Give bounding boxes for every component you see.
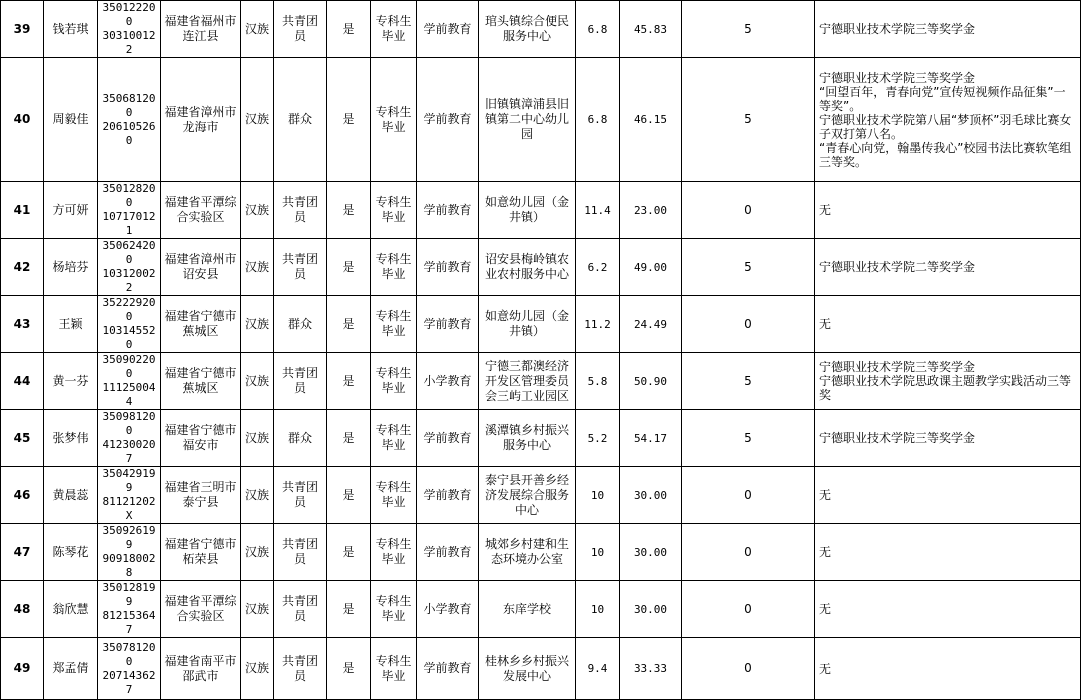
bonus-points: 0 [682, 638, 815, 700]
id-part-1: 350681200 [102, 91, 156, 119]
ethnicity: 汉族 [241, 182, 274, 239]
row-number: 42 [1, 239, 44, 296]
id-number [98, 239, 161, 296]
awards [815, 410, 1081, 467]
id-part-2: 412300207 [102, 438, 156, 465]
origin: 福建省三明市泰宁县 [161, 467, 241, 524]
id-part-1: 350128200 [102, 182, 156, 209]
education: 专科生毕业 [371, 581, 417, 638]
id-part-1: 350128199 [102, 581, 156, 608]
id-part-1: 352229200 [102, 296, 156, 323]
ethnicity: 汉族 [241, 524, 274, 581]
political-status: 共青团员 [274, 1, 327, 58]
row-number: 49 [1, 638, 44, 700]
id-part-2: 103145520 [102, 324, 156, 351]
id-part-1: 350122200 [102, 1, 156, 28]
major: 小学教育 [417, 353, 479, 410]
award-line: 无 [819, 661, 832, 676]
award-line: “青春心向党，翰墨传我心”校园书法比赛软笔组三等奖。 [819, 140, 1072, 169]
id-number [98, 638, 161, 700]
candidate-name: 方可妍 [44, 182, 98, 239]
origin: 福建省福州市连江县 [161, 1, 241, 58]
id-part-2: 111250044 [102, 381, 156, 408]
political-status: 群众 [274, 410, 327, 467]
service-unit: 桂林乡乡村振兴发展中心 [479, 638, 576, 700]
award-line: 宁德职业技术学院二等奖学金 [819, 260, 976, 274]
score-1: 10 [576, 467, 620, 524]
table-row [1, 296, 1081, 353]
major: 学前教育 [417, 467, 479, 524]
row-number: 44 [1, 353, 44, 410]
table-row [1, 1, 1081, 58]
candidate-name: 张梦伟 [44, 410, 98, 467]
service-unit: 溪潭镇乡村振兴服务中心 [479, 410, 576, 467]
education: 专科生毕业 [371, 182, 417, 239]
row-number: 45 [1, 410, 44, 467]
origin: 福建省宁德市蕉城区 [161, 296, 241, 353]
award-line: 无 [819, 203, 832, 217]
origin: 福建省南平市邵武市 [161, 638, 241, 700]
id-part-1: 350926199 [102, 524, 156, 551]
candidate-name: 陈琴花 [44, 524, 98, 581]
id-part-2: 909180028 [102, 552, 156, 579]
row-number: 43 [1, 296, 44, 353]
bonus-points: 0 [682, 581, 815, 638]
ethnicity: 汉族 [241, 1, 274, 58]
political-status: 共青团员 [274, 353, 327, 410]
score-2: 30.00 [620, 467, 682, 524]
award-line: 无 [819, 317, 832, 331]
id-number [98, 353, 161, 410]
political-status: 共青团员 [274, 581, 327, 638]
awards [815, 296, 1081, 353]
id-part-1: 350429199 [102, 467, 156, 494]
id-part-2: 81121202X [102, 495, 156, 522]
score-2: 33.33 [620, 638, 682, 700]
fresh-graduate: 是 [327, 524, 371, 581]
political-status: 共青团员 [274, 182, 327, 239]
bonus-points: 5 [682, 1, 815, 58]
id-part-1: 350981200 [102, 410, 156, 437]
award-line: “回望百年，青春向党”宣传短视频作品征集”一等奖”。 [819, 84, 1066, 113]
table-body [1, 1, 1081, 700]
id-number [98, 1, 161, 58]
award-line: 宁德职业技术学院三等奖学金 [819, 22, 976, 36]
fresh-graduate: 是 [327, 353, 371, 410]
education: 专科生毕业 [371, 410, 417, 467]
ethnicity: 汉族 [241, 638, 274, 700]
education: 专科生毕业 [371, 353, 417, 410]
score-2: 24.49 [620, 296, 682, 353]
ethnicity: 汉族 [241, 353, 274, 410]
score-1: 6.8 [576, 1, 620, 58]
fresh-graduate: 是 [327, 182, 371, 239]
political-status: 共青团员 [274, 638, 327, 700]
political-status: 共青团员 [274, 467, 327, 524]
service-unit: 旧镇镇漳浦县旧镇第二中心幼儿园 [479, 58, 576, 182]
fresh-graduate: 是 [327, 638, 371, 700]
awards [815, 524, 1081, 581]
political-status: 群众 [274, 58, 327, 182]
id-number [98, 581, 161, 638]
bonus-points: 5 [682, 239, 815, 296]
ethnicity: 汉族 [241, 296, 274, 353]
table-row [1, 638, 1081, 700]
score-1: 6.2 [576, 239, 620, 296]
award-line: 无 [819, 488, 832, 502]
ethnicity: 汉族 [241, 239, 274, 296]
score-2: 54.17 [620, 410, 682, 467]
candidate-name: 翁欣慧 [44, 581, 98, 638]
origin: 福建省宁德市福安市 [161, 410, 241, 467]
award-line: 无 [819, 602, 832, 616]
score-2: 49.00 [620, 239, 682, 296]
origin: 福建省平潭综合实验区 [161, 182, 241, 239]
origin: 福建省平潭综合实验区 [161, 581, 241, 638]
id-number [98, 410, 161, 467]
score-1: 5.8 [576, 353, 620, 410]
table-row [1, 410, 1081, 467]
id-part-1: 350902200 [102, 353, 156, 380]
awards [815, 467, 1081, 524]
service-unit: 城郊乡村建和生态环境办公室 [479, 524, 576, 581]
award-line: 宁德职业技术学院第八届“梦顶杯”羽毛球比赛女子双打第八名。 [819, 112, 1072, 141]
score-1: 11.2 [576, 296, 620, 353]
id-part-2: 103120022 [102, 267, 156, 294]
service-unit: 如意幼儿园（金井镇） [479, 182, 576, 239]
service-unit: 琯头镇综合便民服务中心 [479, 1, 576, 58]
table-row [1, 58, 1081, 182]
candidate-name: 杨培芬 [44, 239, 98, 296]
education: 专科生毕业 [371, 296, 417, 353]
award-line: 宁德职业技术学院思政课主题教学实践活动三等奖 [819, 374, 1072, 402]
candidate-name: 周毅佳 [44, 58, 98, 182]
awards [815, 638, 1081, 700]
bonus-points: 0 [682, 296, 815, 353]
score-1: 10 [576, 524, 620, 581]
award-line: 无 [819, 545, 832, 559]
row-number: 40 [1, 58, 44, 182]
fresh-graduate: 是 [327, 581, 371, 638]
education: 专科生毕业 [371, 467, 417, 524]
id-part-1: 350624200 [102, 239, 156, 266]
award-line: 宁德职业技术学院三等奖学金 [819, 70, 976, 85]
row-number: 41 [1, 182, 44, 239]
score-1: 10 [576, 581, 620, 638]
score-2: 45.83 [620, 1, 682, 58]
id-part-2: 207143627 [102, 668, 156, 696]
award-line: 宁德职业技术学院三等奖学金 [819, 431, 976, 445]
score-1: 11.4 [576, 182, 620, 239]
service-unit: 泰宁县开善乡经济发展综合服务中心 [479, 467, 576, 524]
major: 学前教育 [417, 182, 479, 239]
political-status: 共青团员 [274, 524, 327, 581]
id-number [98, 467, 161, 524]
table-row [1, 524, 1081, 581]
fresh-graduate: 是 [327, 58, 371, 182]
row-number: 39 [1, 1, 44, 58]
origin: 福建省宁德市柘荣县 [161, 524, 241, 581]
id-part-2: 303100122 [102, 29, 156, 56]
id-number [98, 524, 161, 581]
awards [815, 1, 1081, 58]
candidate-name: 黄一芬 [44, 353, 98, 410]
major: 学前教育 [417, 58, 479, 182]
awards [815, 58, 1081, 182]
major: 学前教育 [417, 296, 479, 353]
candidate-name: 黄晨蕊 [44, 467, 98, 524]
service-unit: 诏安县梅岭镇农业农村服务中心 [479, 239, 576, 296]
service-unit: 如意幼儿园（金井镇） [479, 296, 576, 353]
education: 专科生毕业 [371, 58, 417, 182]
score-2: 23.00 [620, 182, 682, 239]
awards [815, 239, 1081, 296]
bonus-points: 0 [682, 524, 815, 581]
bonus-points: 5 [682, 353, 815, 410]
awards [815, 581, 1081, 638]
ethnicity: 汉族 [241, 410, 274, 467]
bonus-points: 0 [682, 182, 815, 239]
score-1: 5.2 [576, 410, 620, 467]
id-number [98, 182, 161, 239]
education: 专科生毕业 [371, 638, 417, 700]
awards [815, 182, 1081, 239]
bonus-points: 0 [682, 467, 815, 524]
bonus-points: 5 [682, 58, 815, 182]
score-1: 6.8 [576, 58, 620, 182]
row-number: 46 [1, 467, 44, 524]
id-part-2: 107170121 [102, 210, 156, 237]
major: 学前教育 [417, 524, 479, 581]
education: 专科生毕业 [371, 524, 417, 581]
major: 学前教育 [417, 638, 479, 700]
table-row [1, 353, 1081, 410]
table-row [1, 239, 1081, 296]
row-number: 47 [1, 524, 44, 581]
political-status: 共青团员 [274, 239, 327, 296]
fresh-graduate: 是 [327, 239, 371, 296]
education: 专科生毕业 [371, 1, 417, 58]
major: 学前教育 [417, 410, 479, 467]
score-2: 30.00 [620, 581, 682, 638]
awards [815, 353, 1081, 410]
id-part-2: 206105260 [102, 119, 156, 147]
fresh-graduate: 是 [327, 1, 371, 58]
table-row [1, 581, 1081, 638]
ethnicity: 汉族 [241, 467, 274, 524]
score-1: 9.4 [576, 638, 620, 700]
id-number [98, 296, 161, 353]
education: 专科生毕业 [371, 239, 417, 296]
score-2: 50.90 [620, 353, 682, 410]
major: 小学教育 [417, 581, 479, 638]
candidate-name: 郑孟倩 [44, 638, 98, 700]
major: 学前教育 [417, 239, 479, 296]
ethnicity: 汉族 [241, 581, 274, 638]
origin: 福建省宁德市蕉城区 [161, 353, 241, 410]
origin: 福建省漳州市诏安县 [161, 239, 241, 296]
row-number: 48 [1, 581, 44, 638]
award-line: 宁德职业技术学院三等奖学金 [819, 360, 976, 374]
major: 学前教育 [417, 1, 479, 58]
origin: 福建省漳州市龙海市 [161, 58, 241, 182]
service-unit: 东庠学校 [479, 581, 576, 638]
id-part-1: 350781200 [102, 640, 156, 668]
service-unit: 宁德三都澳经济开发区管理委员会三屿工业园区 [479, 353, 576, 410]
table-row [1, 467, 1081, 524]
ethnicity: 汉族 [241, 58, 274, 182]
fresh-graduate: 是 [327, 467, 371, 524]
candidate-name: 王颖 [44, 296, 98, 353]
candidate-name: 钱若琪 [44, 1, 98, 58]
score-2: 46.15 [620, 58, 682, 182]
table-row [1, 182, 1081, 239]
score-2: 30.00 [620, 524, 682, 581]
political-status: 群众 [274, 296, 327, 353]
id-part-2: 812153647 [102, 609, 156, 636]
fresh-graduate: 是 [327, 296, 371, 353]
fresh-graduate: 是 [327, 410, 371, 467]
id-number [98, 58, 161, 182]
bonus-points: 5 [682, 410, 815, 467]
